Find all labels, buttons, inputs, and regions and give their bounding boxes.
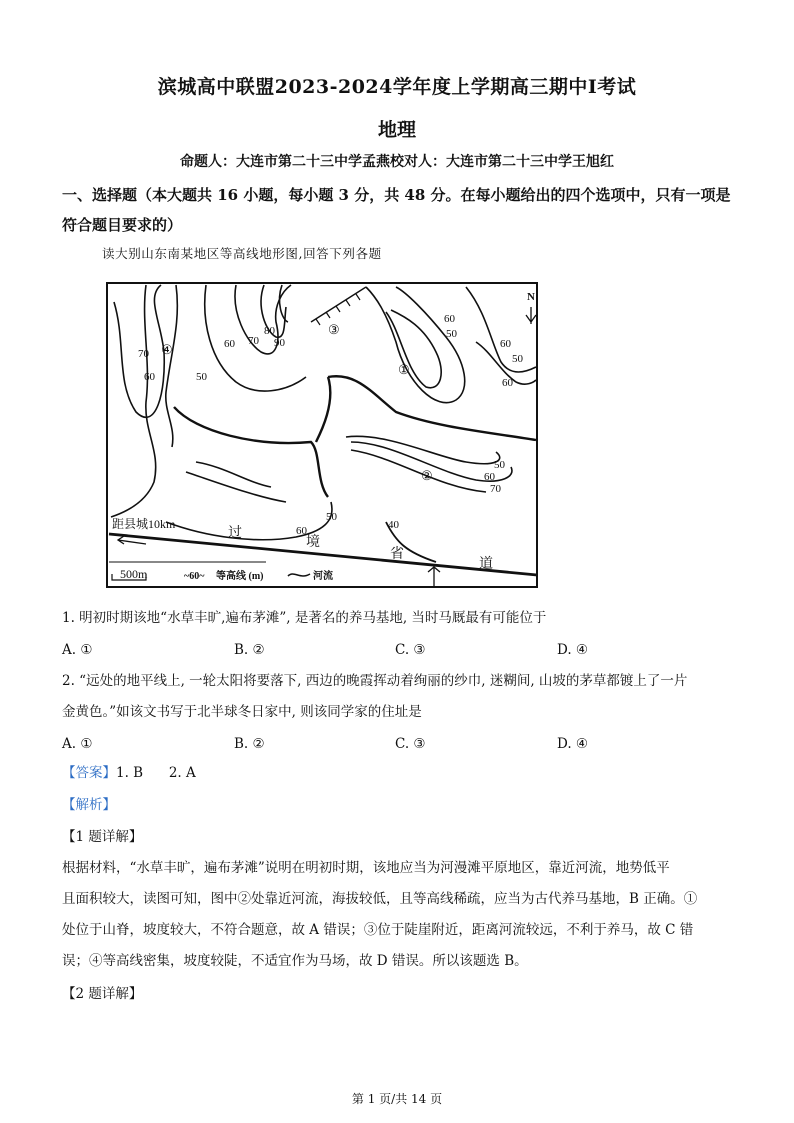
road-label: 省 xyxy=(390,547,404,562)
detail-1-line: 且面积较大，读图可知，图中②处靠近河流，海拔较低，且等高线稀疏，应当为古代养马基地，B 正确。① xyxy=(62,891,698,907)
location-marker: ③ xyxy=(328,322,340,337)
cliff-symbol xyxy=(316,294,360,325)
detail-2-heading: 【2 题详解】 xyxy=(62,986,143,1002)
cliff-symbol xyxy=(311,287,366,322)
intro-text: 读大别山东南某地区等高线地形图,回答下列各题 xyxy=(102,246,382,261)
q1-option-c: C. ③ xyxy=(395,642,426,658)
contour-label: 70 xyxy=(248,335,259,347)
detail-1-line: 误；④等高线密集，坡度较陡，不适宜作为马场，故 D 错误。所以该题选 B。 xyxy=(62,953,528,969)
north-label: N xyxy=(527,291,535,303)
detail-1-heading: 【1 题详解】 xyxy=(62,829,143,845)
question-2-stem-line2: 金黄色。”如该文书写于北半球冬日家中, 则该同学家的住址是 xyxy=(62,704,422,720)
river xyxy=(174,407,328,497)
q2-option-d: D. ④ xyxy=(557,736,589,752)
authors-line: 命题人：大连市第二十三中学孟燕校对人：大连市第二十三中学王旭红 xyxy=(180,154,614,170)
detail-1-line: 处位于山脊，坡度较大，不符合题意，故 A 错误；③位于陡崖附近，距离河流较远，不利于养马，故 C 错 xyxy=(62,922,694,938)
exam-title: 滨城高中联盟2023-2024学年度上学期高三期中Ⅰ考试 xyxy=(157,76,637,98)
contour-label: 50 xyxy=(326,511,337,523)
road-label: 过 xyxy=(228,526,242,541)
q2-option-b: B. ② xyxy=(234,736,265,752)
map-frame xyxy=(107,283,537,587)
location-marker: ④ xyxy=(161,342,173,357)
contour-line xyxy=(351,450,486,492)
contour-label: 70 xyxy=(490,483,501,495)
question-1-stem: 1. 明初时期该地“水草丰旷,遍布茅滩”, 是著名的养马基地, 当时马厩最有可能位于 xyxy=(62,610,547,626)
provincial-road xyxy=(109,534,537,575)
contour-line xyxy=(280,285,288,322)
road-exit xyxy=(428,567,440,587)
contour-label: 60 xyxy=(502,377,513,389)
legend-scale: 500m xyxy=(120,567,148,581)
contour-label: 50 xyxy=(446,328,457,340)
county-distance: 距县城10km xyxy=(112,517,176,531)
answer-text: 1. B 2. A xyxy=(116,765,196,781)
page-footer: 第 1 页/共 14 页 xyxy=(351,1092,443,1106)
contour-label: 50 xyxy=(196,371,207,383)
contour-label: 80 xyxy=(264,325,275,337)
contour-label: 60 xyxy=(444,313,455,325)
q1-option-d: D. ④ xyxy=(557,642,589,658)
road-label: 境 xyxy=(306,535,320,550)
detail-1-line: 根据材料，“水草丰旷，遍布茅滩”说明在明初时期，该地应当为河漫滩平原地区，靠近河流，地势低平 xyxy=(62,860,670,876)
contour-label: 50 xyxy=(512,353,523,365)
section-heading: 一、选择题（本大题共 16 小题，每小题 3 分，共 48 分。在每小题给出的四个选项中，只有一项是符合题目要求的） xyxy=(62,186,731,234)
answer-tag: 【答案】 xyxy=(62,765,116,781)
contour-label: 60 xyxy=(224,338,235,350)
contour-label: 90 xyxy=(274,337,285,349)
legend-river-symbol xyxy=(288,574,310,576)
location-marker: ② xyxy=(421,468,433,483)
contour-label: 60 xyxy=(484,471,495,483)
q1-option-b: B. ② xyxy=(234,642,265,658)
contour-line xyxy=(196,462,271,487)
legend-contour-label: 等高线 (m) xyxy=(216,571,264,582)
analysis-tag: 【解析】 xyxy=(62,797,116,813)
road-label: 道 xyxy=(479,557,493,572)
contour-label: 50 xyxy=(494,459,505,471)
contour-label: 60 xyxy=(500,338,511,350)
contour-label: 70 xyxy=(138,348,149,360)
subject-title: 地理 xyxy=(377,119,416,141)
river xyxy=(316,377,330,442)
contour-map xyxy=(106,282,538,588)
legend-contour-value: ~60~ xyxy=(184,571,205,582)
q2-option-c: C. ③ xyxy=(395,736,426,752)
contour-label: 40 xyxy=(388,519,399,531)
answer-line xyxy=(62,758,734,788)
question-2-stem-line1: 2. “远处的地平线上, 一轮太阳将要落下, 西边的晚霞挥动着绚丽的纱巾, 迷糊间, 山坡的茅草都镀上了一片 xyxy=(62,673,688,689)
contour-line xyxy=(166,285,178,447)
contour-line xyxy=(346,436,500,463)
contour-line xyxy=(466,287,536,372)
legend-river-label: 河流 xyxy=(313,571,333,582)
q1-option-a: A. ① xyxy=(62,642,93,658)
q2-option-a: A. ① xyxy=(62,736,93,752)
north-arrow xyxy=(526,307,536,324)
contour-label: 60 xyxy=(144,371,155,383)
contour-line xyxy=(366,287,465,403)
location-marker: ① xyxy=(398,362,410,377)
contour-label: 60 xyxy=(296,525,307,537)
